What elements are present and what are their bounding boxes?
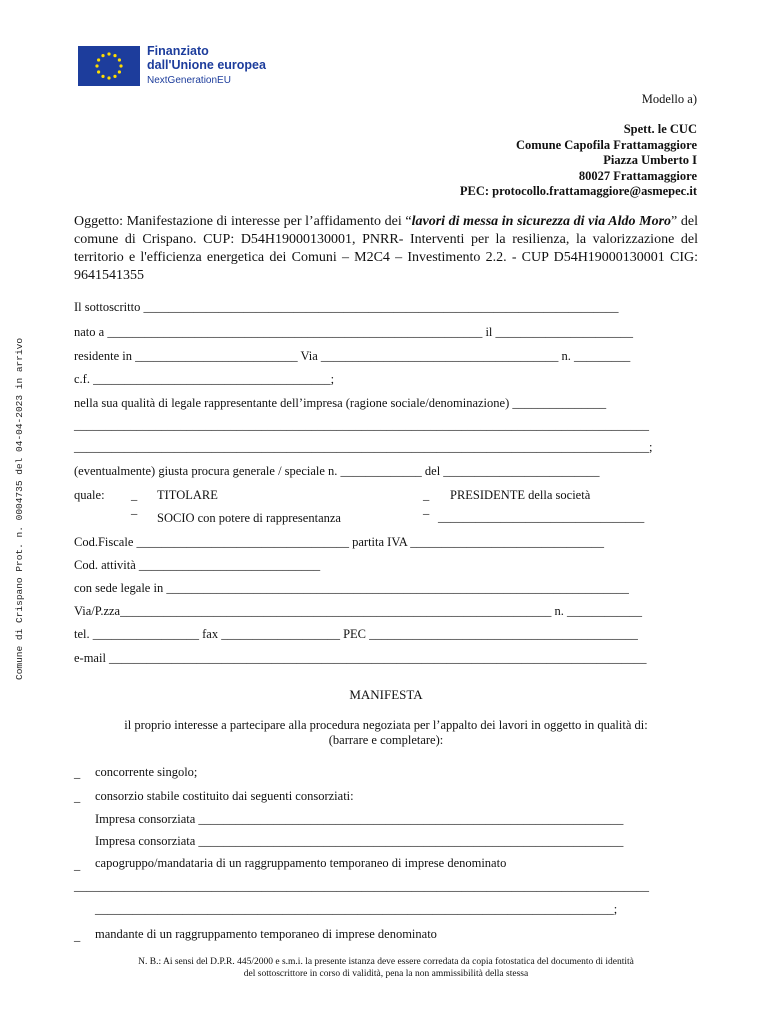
field-sottoscritto[interactable]: Il sottoscritto ____________________________________________________________________________ — [74, 300, 619, 314]
interest-statement: il proprio interesse a partecipare alla procedura negoziata per l’appalto dei lavori in oggetto in qualità di: — [124, 718, 648, 732]
field-tel-fax-pec[interactable]: tel. _________________ fax ___________________ PEC ___________________________________________ — [74, 627, 638, 641]
eu-logo-title-line2: dall'Unione europea — [147, 58, 266, 72]
field-cf[interactable]: c.f. ______________________________________; — [74, 372, 335, 386]
checkbox-mandante[interactable]: _ — [74, 929, 81, 943]
field-residente[interactable]: residente in __________________________ Via ______________________________________ n. _________ — [74, 349, 631, 363]
checkbox-socio[interactable]: _ — [131, 502, 138, 516]
field-impresa-consorziata[interactable]: Impresa consorziata ____________________________________________________________________ — [95, 834, 624, 848]
option-consorzio: consorzio stabile costituito dai seguenti consorziati: — [95, 789, 354, 803]
field-blank-line[interactable]: ____________________________________________________________________________________________; — [74, 440, 653, 454]
field-qualita[interactable]: nella sua qualità di legale rappresentante dell’impresa (ragione sociale/denominazione) _______________ — [74, 396, 607, 410]
recipient-line: Spett. le CUC — [623, 122, 697, 136]
recipient-line: 80027 Frattamaggiore — [578, 168, 697, 183]
field-blank-line[interactable]: ___________________________________________________________________________________; — [95, 902, 618, 916]
eu-stars-icon — [78, 46, 140, 86]
subject-suffix: ” del comune di Crispano. CUP: D54H19000130001, PNRR- Interventi per la resilienza, la valorizzazione del territorio e l'efficienza energetica dei Comuni – M2C4 – Investimento 2.2. - CUP D54H19000130001 CIG: 9641541355 — [74, 214, 698, 283]
field-presidente-blank[interactable]: _________________________________ — [438, 510, 645, 524]
checkbox-capogruppo[interactable]: _ — [74, 858, 81, 872]
checkbox-consorzio[interactable]: _ — [74, 790, 81, 804]
label-titolare: TITOLARE — [157, 488, 218, 502]
field-email[interactable]: e-mail ______________________________________________________________________________________ — [74, 651, 647, 665]
option-singolo: concorrente singolo; — [95, 765, 198, 779]
checkbox-singolo[interactable]: _ — [74, 766, 81, 780]
field-codattivita[interactable]: Cod. attività _____________________________ — [74, 558, 321, 572]
field-nato[interactable]: nato a ____________________________________________________________ il ______________________ — [74, 325, 634, 339]
model-label: Modello a) — [641, 92, 697, 106]
footer-note-line: N. B.: Ai sensi del D.P.R. 445/2000 e s.m.i. la presente istanza deve essere corredata da copia fotostatica del documento di identità — [138, 957, 634, 967]
footer-note-line: del sottoscrittore in corso di validità, pena la non ammissibilità della stessa — [243, 969, 529, 979]
eu-flag-logo — [78, 46, 140, 86]
option-capogruppo: capogruppo/mandataria di un raggruppamento temporaneo di imprese denominato — [95, 856, 507, 870]
manifesta-heading: MANIFESTA — [349, 687, 423, 702]
field-impresa-consorziata[interactable]: Impresa consorziata ____________________________________________________________________ — [95, 812, 624, 826]
instruction-barrare: (barrare e completare): — [328, 733, 444, 747]
subject-paragraph — [74, 213, 698, 285]
recipient-block — [460, 122, 697, 200]
subject-prefix: Oggetto: Manifestazione di interesse per l’affidamento dei “ — [74, 214, 412, 229]
field-procura[interactable]: (eventualmente) giusta procura generale / speciale n. _____________ del _________________________ — [74, 464, 600, 478]
field-codfiscale[interactable]: Cod.Fiscale __________________________________ partita IVA _______________________________ — [74, 535, 604, 549]
recipient-line: Comune Capofila Frattamaggiore — [516, 137, 697, 152]
checkbox-presidente[interactable]: _ — [423, 488, 430, 502]
eu-logo-title — [147, 44, 266, 72]
footer-note — [74, 956, 698, 980]
protocol-stamp: Comune di Crispano Prot. n. 0004735 del 04-04-2023 in arrivo — [14, 337, 25, 680]
recipient-line: Piazza Umberto I — [603, 153, 697, 167]
label-socio: SOCIO con potere di rappresentanza — [157, 511, 341, 525]
option-mandante: mandante di un raggruppamento temporaneo di imprese denominato — [95, 927, 437, 941]
eu-logo-title-line1: Finanziato — [147, 44, 209, 58]
checkbox-titolare[interactable]: _ — [131, 488, 138, 502]
eu-logo-subtitle: NextGenerationEU — [147, 75, 231, 86]
field-sede[interactable]: con sede legale in __________________________________________________________________________ — [74, 581, 629, 595]
field-blank-line[interactable]: ____________________________________________________________________________________________ — [74, 418, 649, 432]
recipient-pec: PEC: protocollo.frattamaggiore@asmepec.it — [459, 184, 697, 198]
quale-label: quale: — [74, 488, 105, 502]
field-via[interactable]: Via/P.zza_____________________________________________________________________ n. ____________ — [74, 604, 642, 618]
subject-title: lavori di messa in sicurezza di via Aldo Moro — [411, 214, 672, 229]
checkbox-other[interactable]: _ — [423, 502, 430, 516]
label-presidente: PRESIDENTE della società — [450, 488, 591, 502]
field-blank-line[interactable]: ____________________________________________________________________________________________ — [74, 879, 649, 893]
